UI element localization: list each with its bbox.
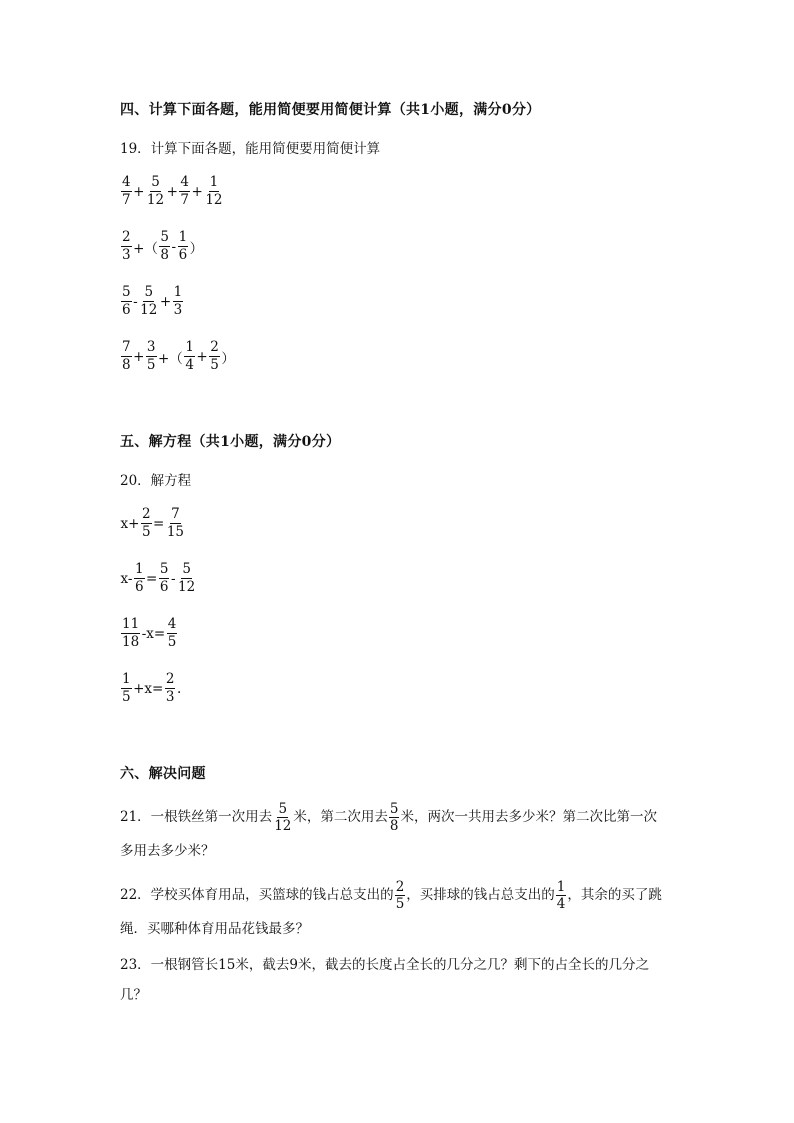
fraction	[166, 506, 185, 541]
denominator: 8	[389, 817, 399, 834]
denominator: 6	[178, 247, 188, 263]
question-text: 22．学校买体育用品，买篮球的钱占总支出的	[120, 887, 394, 903]
question-text: ，买排球的钱占总支出的	[406, 887, 555, 903]
fraction	[159, 229, 170, 264]
numerator: 1	[173, 284, 183, 300]
operator: +	[166, 183, 178, 200]
numerator: 11	[122, 616, 140, 632]
question-23-line-2: 几？	[120, 987, 147, 1003]
fraction	[389, 801, 400, 834]
denominator: 12	[274, 817, 292, 834]
fraction	[146, 174, 165, 209]
denominator: 4	[556, 895, 566, 912]
section-heading-5: 五、解方程（共1小题，满分0分）	[120, 434, 341, 450]
numerator: 2	[395, 878, 405, 895]
question-text: 米，第二次用去	[293, 809, 388, 825]
fraction	[121, 671, 132, 706]
section-heading-6: 六、解决问题	[120, 766, 206, 782]
numerator: 2	[165, 671, 175, 687]
expression-1	[120, 174, 225, 209]
denominator: 3	[165, 689, 175, 705]
denominator: 5	[395, 895, 405, 912]
denominator: 6	[122, 302, 131, 318]
fraction	[395, 879, 406, 912]
operator: x-	[120, 570, 133, 587]
numerator: 2	[122, 229, 131, 245]
numerator: 5	[144, 284, 154, 300]
fraction	[179, 174, 190, 209]
denominator: 12	[146, 192, 165, 208]
fraction	[121, 339, 132, 374]
operator: -	[171, 238, 177, 255]
question-23-line-1: 23．一根钢管长15米，截去9米，截去的长度占全长的几分之几？剩下的占全长的几分之	[120, 957, 649, 973]
operator: =	[153, 515, 165, 532]
expression-3	[120, 284, 184, 319]
numerator: 5	[160, 229, 169, 245]
operator: =	[146, 570, 158, 587]
operator: +（	[133, 240, 158, 257]
fraction	[159, 561, 170, 596]
denominator: 4	[185, 357, 194, 373]
denominator: 7	[122, 192, 131, 208]
fraction	[146, 339, 157, 374]
operator: +	[159, 293, 172, 310]
equation-4	[120, 671, 182, 706]
denominator: 5	[167, 634, 177, 650]
fraction	[173, 284, 184, 319]
fraction	[177, 561, 196, 596]
expression-2	[120, 229, 204, 264]
numerator: 7	[171, 506, 180, 522]
operator: x+	[120, 515, 140, 532]
question-20-text: 20．解方程	[120, 473, 192, 489]
numerator: 3	[146, 339, 156, 355]
numerator: 1	[178, 229, 188, 245]
operator: .	[176, 680, 182, 697]
denominator: 12	[205, 192, 223, 208]
numerator: 5	[159, 561, 169, 577]
numerator: 5	[278, 800, 288, 817]
equation-1	[120, 506, 186, 541]
question-text: 21．一根铁丝第一次用去	[120, 809, 273, 825]
denominator: 8	[160, 247, 169, 263]
denominator: 6	[134, 579, 144, 595]
fraction	[134, 561, 145, 596]
fraction	[139, 284, 158, 319]
expression-4	[120, 339, 235, 374]
numerator: 1	[556, 878, 566, 895]
denominator: 5	[122, 689, 131, 705]
fraction	[556, 879, 567, 912]
numerator: 2	[210, 339, 219, 355]
operator: +	[133, 348, 145, 365]
denominator: 15	[166, 524, 185, 540]
equation-2	[120, 561, 197, 596]
denominator: 5	[210, 357, 219, 373]
denominator: 12	[140, 302, 158, 318]
numerator: 4	[180, 174, 189, 190]
fraction	[165, 671, 176, 706]
fraction	[167, 616, 178, 651]
fraction	[273, 801, 292, 834]
numerator: 5	[182, 561, 191, 577]
numerator: 1	[209, 174, 219, 190]
operator: -	[170, 570, 176, 587]
question-21	[120, 800, 657, 866]
denominator: 3	[173, 302, 183, 318]
operator: +x=	[133, 680, 164, 697]
numerator: 4	[122, 174, 131, 190]
question-22-line-1	[120, 878, 662, 912]
denominator: 5	[141, 524, 151, 540]
operator: ）	[189, 240, 204, 257]
denominator: 7	[180, 192, 189, 208]
operator: -x=	[141, 625, 166, 642]
numerator: 1	[134, 561, 144, 577]
numerator: 1	[185, 339, 194, 355]
numerator: 4	[167, 616, 177, 632]
denominator: 18	[122, 634, 140, 650]
denominator: 12	[178, 579, 196, 595]
numerator: 1	[122, 671, 131, 687]
question-text: ，其余的买了跳	[567, 887, 662, 903]
fraction	[178, 229, 189, 264]
section-heading-4: 四、计算下面各题，能用简便要用简便计算（共1小题，满分0分）	[120, 102, 541, 118]
operator: -	[133, 293, 138, 310]
fraction	[184, 339, 195, 374]
numerator: 5	[389, 800, 399, 817]
fraction	[121, 284, 132, 319]
numerator: 2	[141, 506, 151, 522]
fraction	[121, 229, 132, 264]
question-21-line-1	[120, 800, 657, 834]
fraction	[121, 616, 140, 651]
denominator: 8	[122, 357, 131, 373]
equation-3	[120, 616, 178, 651]
question-23	[120, 950, 649, 1010]
fraction	[209, 339, 220, 374]
numerator: 7	[122, 339, 131, 355]
operator: +	[196, 348, 208, 365]
denominator: 3	[122, 247, 131, 263]
question-text: 米，两次一共用去多少米？第二次比第一次	[400, 809, 657, 825]
question-19-text: 19．计算下面各题，能用简便要用简便计算	[120, 141, 381, 157]
fraction	[121, 174, 132, 209]
question-22	[120, 878, 662, 944]
operator: +	[133, 183, 145, 200]
denominator: 5	[146, 357, 156, 373]
fraction	[141, 506, 152, 541]
denominator: 6	[159, 579, 169, 595]
numerator: 5	[122, 284, 131, 300]
operator: ）	[221, 350, 235, 367]
question-22-line-2: 绳．买哪种体育用品花钱最多？	[120, 921, 309, 937]
operator: +（	[158, 350, 183, 367]
numerator: 5	[151, 174, 160, 190]
fraction	[204, 174, 223, 209]
operator: +	[191, 183, 203, 200]
question-21-line-2: 多用去多少米？	[120, 843, 215, 859]
